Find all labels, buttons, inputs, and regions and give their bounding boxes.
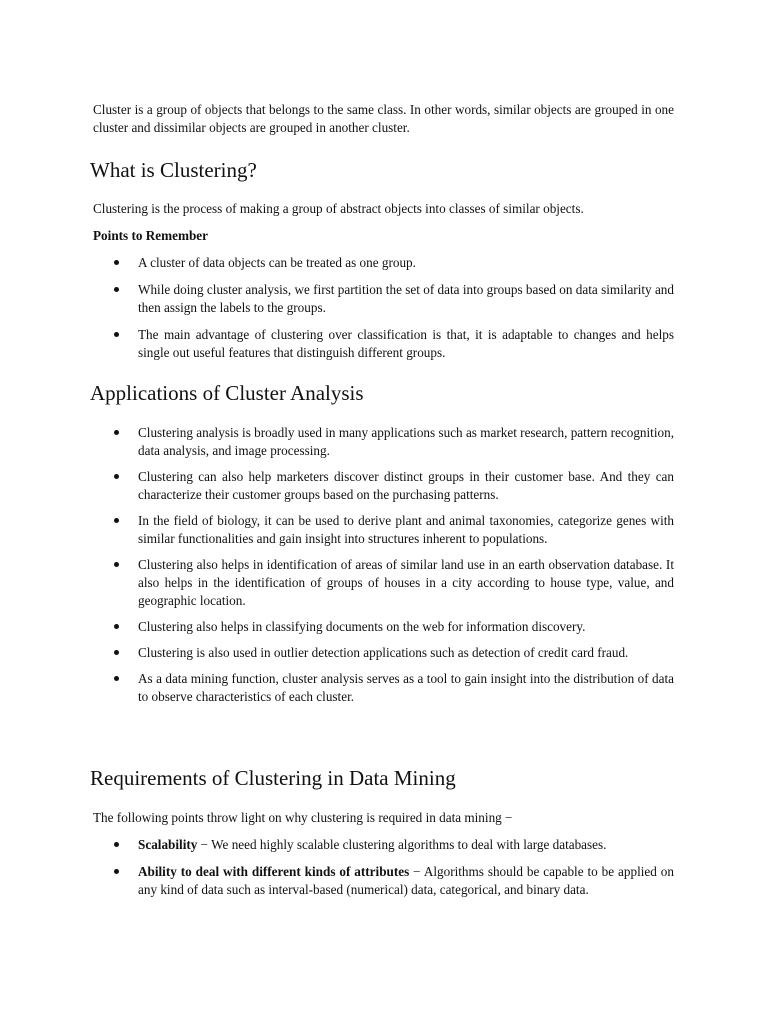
term-attributes: Ability to deal with different kinds of attributes xyxy=(138,864,410,879)
list-item: Clustering also helps in identification of areas of similar land use in an earth observation database. It also helps in the identification of groups of houses in a city according to house type, value, and geographic location. xyxy=(0,556,768,610)
bullet-icon xyxy=(114,474,119,479)
intro-paragraph: Cluster is a group of objects that belongs to the same class. In other words, similar objects are grouped in one cluster and dissimilar objects are grouped in another cluster. xyxy=(93,102,674,135)
heading-applications: Applications of Cluster Analysis xyxy=(90,381,364,405)
term-scalability: Scalability xyxy=(138,837,198,852)
clustering-definition: Clustering is the process of making a group of abstract objects into classes of similar objects. xyxy=(93,201,584,216)
list-item: The main advantage of clustering over classification is that, it is adaptable to changes and helps single out useful features that distinguish different groups. xyxy=(0,326,768,362)
bullet-icon xyxy=(114,430,119,435)
list-item: Clustering is also used in outlier detection applications such as detection of credit card fraud. xyxy=(0,644,768,662)
list-item: A cluster of data objects can be treated as one group. xyxy=(0,254,768,272)
requirements-intro: The following points throw light on why clustering is required in data mining − xyxy=(93,810,513,825)
applications-list xyxy=(0,424,768,706)
bullet-icon xyxy=(114,676,119,681)
bullet-icon xyxy=(114,869,119,874)
bullet-icon xyxy=(114,562,119,567)
bullet-icon xyxy=(114,287,119,292)
bullet-icon xyxy=(114,650,119,655)
bullet-icon xyxy=(114,842,119,847)
bullet-icon xyxy=(114,624,119,629)
list-item: Clustering analysis is broadly used in many applications such as market research, pattern recognition, data analysis, and image processing. xyxy=(0,424,768,460)
list-item: While doing cluster analysis, we first partition the set of data into groups based on data similarity and then assign the labels to the groups. xyxy=(0,281,768,317)
list-item: Clustering also helps in classifying documents on the web for information discovery. xyxy=(0,618,768,636)
bullet-icon xyxy=(114,260,119,265)
heading-requirements: Requirements of Clustering in Data Mining xyxy=(90,766,456,790)
points-to-remember-heading: Points to Remember xyxy=(93,228,208,243)
requirements-list xyxy=(0,836,768,899)
list-item: Ability to deal with different kinds of attributes − Algorithms should be capable to be applied on any kind of data such as interval-based (numerical) data, categorical, and binary data. xyxy=(0,863,768,899)
list-item: Clustering can also help marketers discover distinct groups in their customer base. And they can characterize their customer groups based on the purchasing patterns. xyxy=(0,468,768,504)
list-item: As a data mining function, cluster analysis serves as a tool to gain insight into the distribution of data to observe characteristics of each cluster. xyxy=(0,670,768,706)
list-item: Scalability − We need highly scalable clustering algorithms to deal with large databases. xyxy=(0,836,768,854)
bullet-icon xyxy=(114,332,119,337)
list-item: In the field of biology, it can be used to derive plant and animal taxonomies, categorize genes with similar functionalities and gain insight into structures inherent to populations. xyxy=(0,512,768,548)
bullet-icon xyxy=(114,518,119,523)
points-list xyxy=(0,254,768,362)
heading-what-is-clustering: What is Clustering? xyxy=(90,158,257,182)
